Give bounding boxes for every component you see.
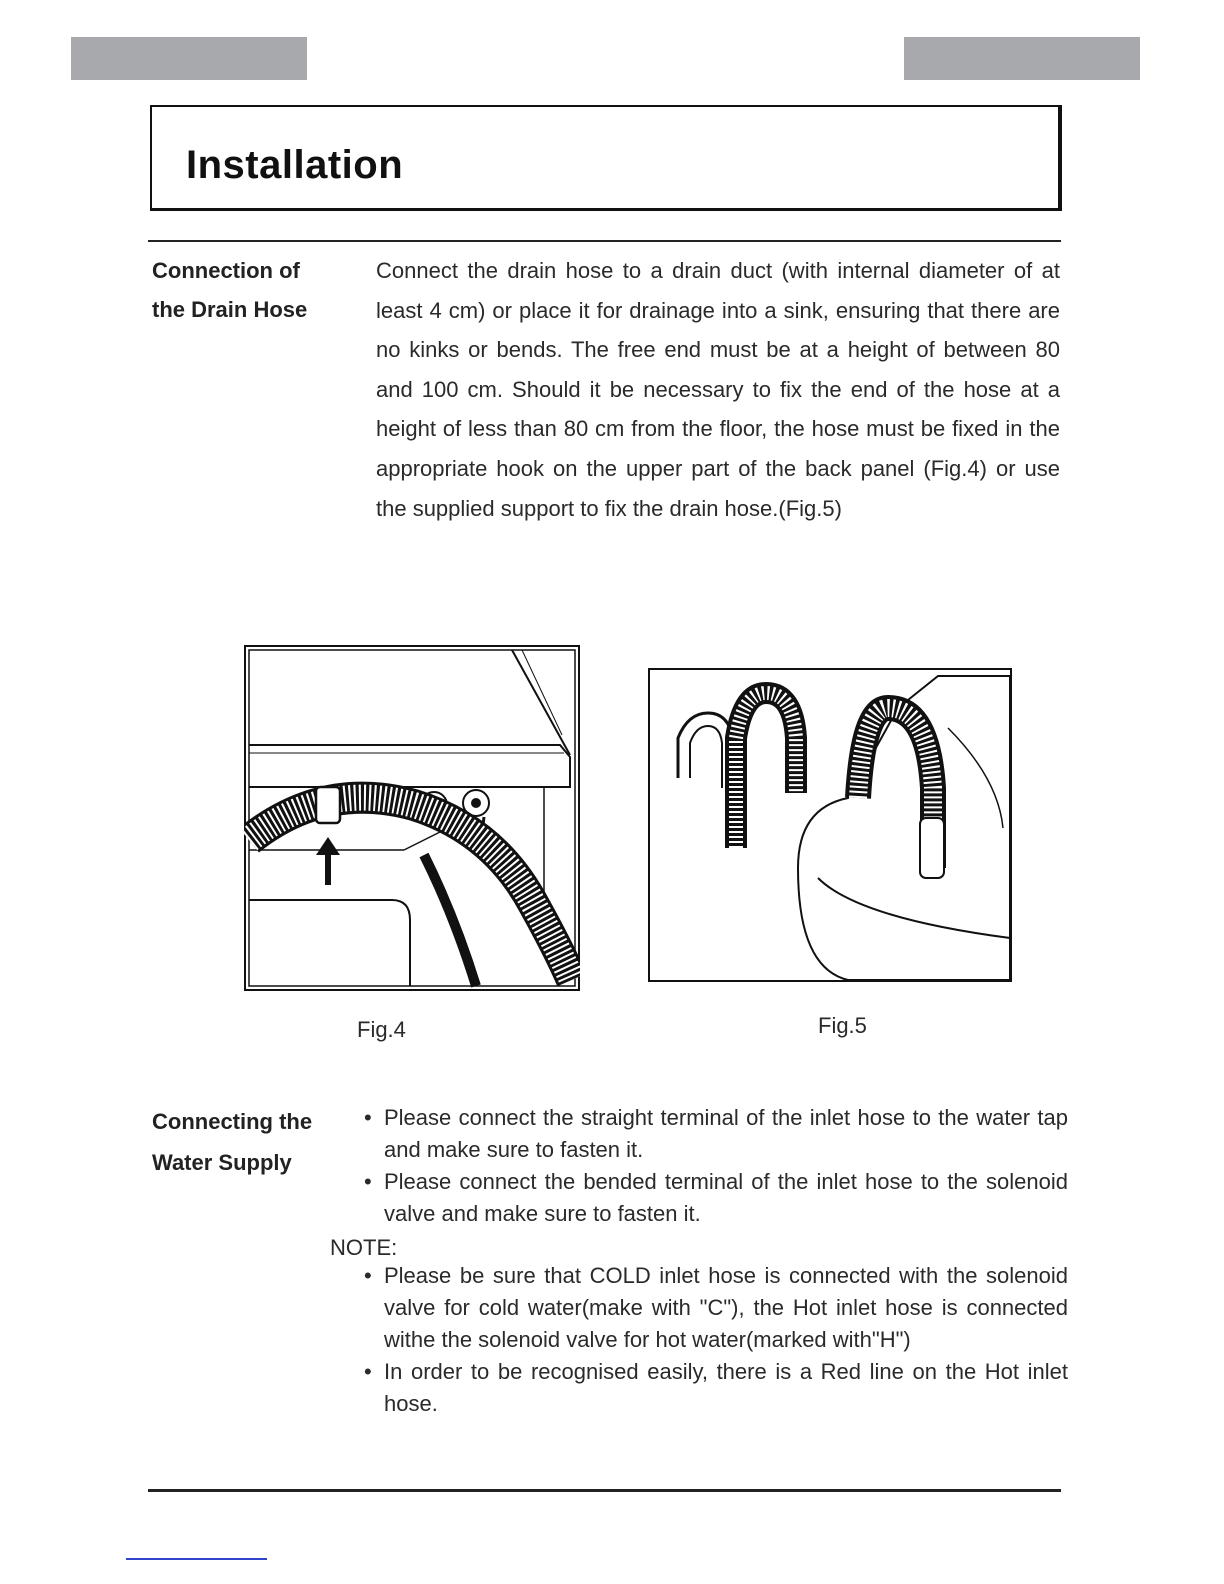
figure-5 [648,668,1012,982]
section-divider-bottom [148,1489,1061,1492]
fig4-illustration [244,645,580,991]
drain-heading-line1: Connection of [152,258,300,283]
list-item-text: In order to be recognised easily, there is a Red line on the Hot inlet hose. [384,1359,1068,1416]
fig5-illustration [648,668,1012,982]
bullet-icon: • [364,1105,372,1130]
bullet-icon: • [364,1359,372,1384]
water-heading-line2: Water Supply [152,1150,292,1175]
bullet-icon: • [364,1263,372,1288]
list-item-text: Please connect the straight terminal of the inlet hose to the water tap and make sure to fasten it. [384,1105,1068,1162]
header-tab-left [71,37,307,80]
list-item-text: Please be sure that COLD inlet hose is connected with the solenoid valve for cold water(make with "C"), the Hot inlet hose is connected withe the solenoid valve for hot water(marked with"H") [384,1263,1068,1352]
figure-4 [244,645,580,991]
list-item-text: Please connect the bended terminal of the inlet hose to the solenoid valve and make sure to fasten it. [384,1169,1068,1226]
water-heading-line1: Connecting the [152,1109,313,1134]
water-supply-heading [152,1101,352,1183]
water-supply-list [362,1102,1068,1230]
title-box [150,105,1062,211]
list-item [362,1356,1068,1420]
fig5-caption: Fig.5 [818,1013,867,1038]
list-item [362,1166,1068,1230]
bullet-icon: • [364,1169,372,1194]
list-item [362,1102,1068,1166]
drain-heading-line2: the Drain Hose [152,297,308,322]
drain-hose-paragraph: Connect the drain hose to a drain duct (with internal diameter of at least 4 cm) or place it for drainage into a sink, ensuring that there are no kinks or bends. The free end must be at a height of between 80 and 100 cm. Should it be necessary to fix the end of the hose at a height of less than 80 cm from the floor, the hose must be fixed in the appropriate hook on the upper part of the back panel (Fig.4) or use the supplied support to fix the drain hose.(Fig.5) [376,258,1060,521]
header-tab-right [904,37,1140,80]
footer-link-underline [126,1558,267,1560]
fig4-caption: Fig.4 [357,1017,406,1042]
section-divider-top [148,240,1061,242]
page-title: Installation [186,143,404,187]
drain-hose-heading [152,251,352,329]
note-label: NOTE: [330,1235,398,1260]
note-list [362,1260,1068,1420]
list-item [362,1260,1068,1356]
